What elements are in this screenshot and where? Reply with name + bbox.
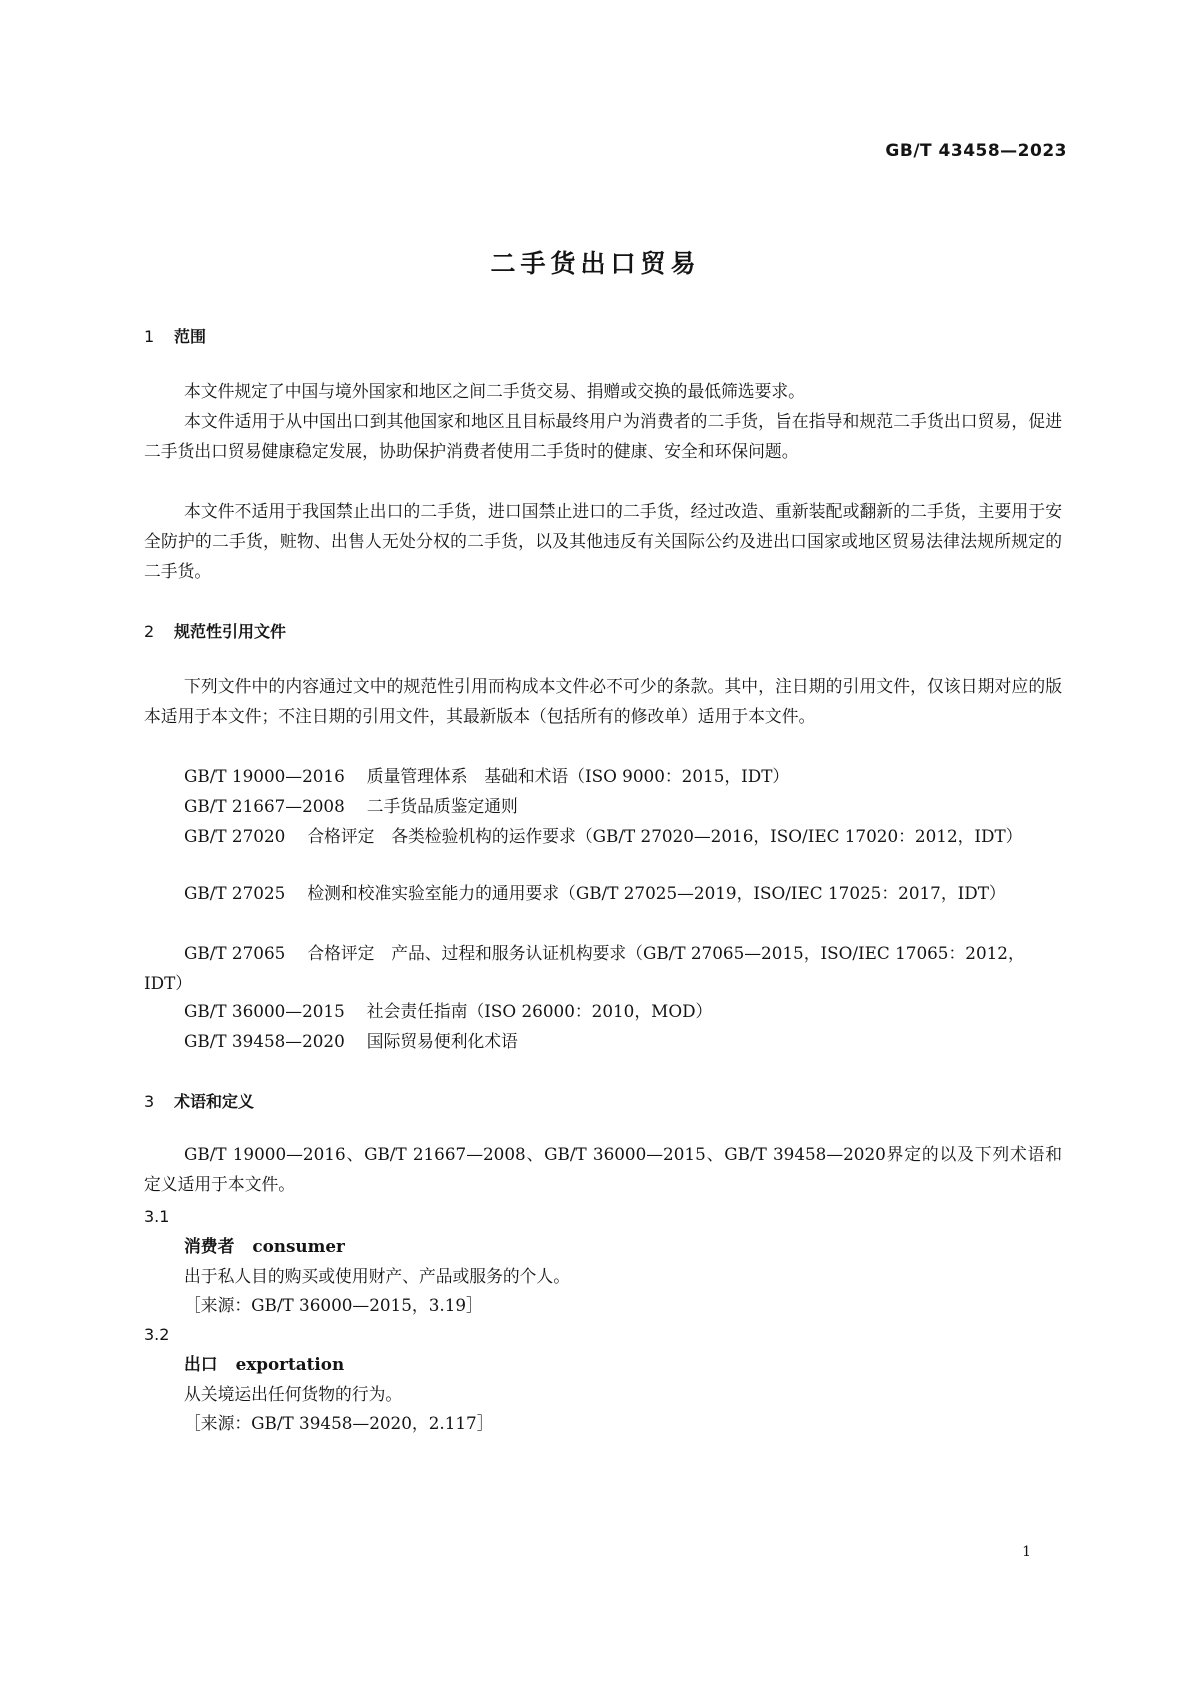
reference-title: 检测和校准实验室能力的通用要求（GB/T 27025—2019，ISO/IEC 17025：2017，IDT） bbox=[307, 883, 1006, 903]
reference-title: 质量管理体系 基础和术语（ISO 9000：2015，IDT） bbox=[366, 766, 790, 786]
section-title: 规范性引用文件 bbox=[174, 622, 287, 641]
term-number: 3.1 bbox=[144, 1207, 170, 1226]
reference-code: GB/T 27020 bbox=[184, 826, 286, 846]
term-en: consumer bbox=[252, 1236, 345, 1256]
reference-title: 社会责任指南（ISO 26000：2010，MOD） bbox=[366, 1001, 713, 1021]
section-title: 范围 bbox=[174, 327, 207, 346]
paragraph: 下列文件中的内容通过文中的规范性引用而构成本文件必不可少的条款。其中，注日期的引用文件，仅该日期对应的版本适用于本文件；不注日期的引用文件，其最新版本（包括所有的修改单）适用于本文件。 bbox=[144, 676, 1062, 726]
section-number: 3 bbox=[144, 1092, 155, 1111]
reference-title: 国际贸易便利化术语 bbox=[366, 1031, 518, 1051]
term-definition: 从关境运出任何货物的行为。 bbox=[184, 1384, 403, 1404]
paragraph: 本文件不适用于我国禁止出口的二手货，进口国禁止进口的二手货，经过改造、重新装配或翻新的二手货，主要用于安全防护的二手货，赃物、出售人无处分权的二手货，以及其他违反有关国际公约及进出口国家或地区贸易法律法规所规定的二手货。 bbox=[144, 501, 1062, 581]
term-heading bbox=[184, 1233, 345, 1257]
reference-code: GB/T 21667—2008 bbox=[184, 796, 345, 816]
reference-item bbox=[144, 996, 1062, 1026]
term-definition: 出于私人目的购买或使用财产、产品或服务的个人。 bbox=[184, 1266, 570, 1286]
section-number: 2 bbox=[144, 622, 155, 641]
section-number: 1 bbox=[144, 327, 155, 346]
reference-code: GB/T 19000—2016 bbox=[184, 766, 345, 786]
section-1-heading bbox=[144, 324, 206, 347]
term-source: ［来源：GB/T 36000—2015，3.19］ bbox=[184, 1295, 483, 1315]
reference-code: GB/T 27025 bbox=[184, 883, 286, 903]
paragraph: 本文件规定了中国与境外国家和地区之间二手货交易、捐赠或交换的最低筛选要求。 bbox=[184, 381, 805, 401]
page-number: 1 bbox=[1022, 1544, 1031, 1560]
term-en: exportation bbox=[235, 1354, 345, 1374]
reference-title: 合格评定 产品、过程和服务认证机构要求（GB/T 27065—2015，ISO/IEC 17065：2012，IDT） bbox=[144, 943, 1025, 993]
term-zh: 消费者 bbox=[184, 1236, 235, 1256]
reference-code: GB/T 27065 bbox=[184, 943, 286, 963]
term-heading bbox=[184, 1351, 344, 1375]
reference-code: GB/T 36000—2015 bbox=[184, 1001, 345, 1021]
section-3-heading bbox=[144, 1089, 254, 1112]
reference-item bbox=[144, 791, 1062, 821]
reference-title: 合格评定 各类检验机构的运作要求（GB/T 27020—2016，ISO/IEC 17020：2012，IDT） bbox=[307, 826, 1023, 846]
section-2-heading bbox=[144, 619, 286, 642]
document-title: 二手货出口贸易 bbox=[490, 249, 701, 278]
reference-code: GB/T 39458—2020 bbox=[184, 1031, 345, 1051]
term-number: 3.2 bbox=[144, 1325, 170, 1344]
term-source: ［来源：GB/T 39458—2020，2.117］ bbox=[184, 1413, 494, 1433]
section-title: 术语和定义 bbox=[174, 1092, 255, 1111]
paragraph: 本文件适用于从中国出口到其他国家和地区且目标最终用户为消费者的二手货，旨在指导和规范二手货出口贸易，促进二手货出口贸易健康稳定发展，协助保护消费者使用二手货时的健康、安全和环保问题。 bbox=[144, 411, 1062, 461]
reference-item bbox=[144, 821, 1062, 851]
reference-item bbox=[144, 938, 1062, 998]
reference-item bbox=[144, 1026, 1062, 1056]
reference-item bbox=[144, 761, 1062, 791]
paragraph: GB/T 19000—2016、GB/T 21667—2008、GB/T 36000—2015、GB/T 39458—2020界定的以及下列术语和定义适用于本文件。 bbox=[144, 1144, 1062, 1194]
reference-title: 二手货品质鉴定通则 bbox=[366, 796, 518, 816]
standard-number: GB/T 43458—2023 bbox=[885, 141, 1067, 161]
reference-item bbox=[144, 878, 1062, 908]
term-zh: 出口 bbox=[184, 1354, 218, 1374]
